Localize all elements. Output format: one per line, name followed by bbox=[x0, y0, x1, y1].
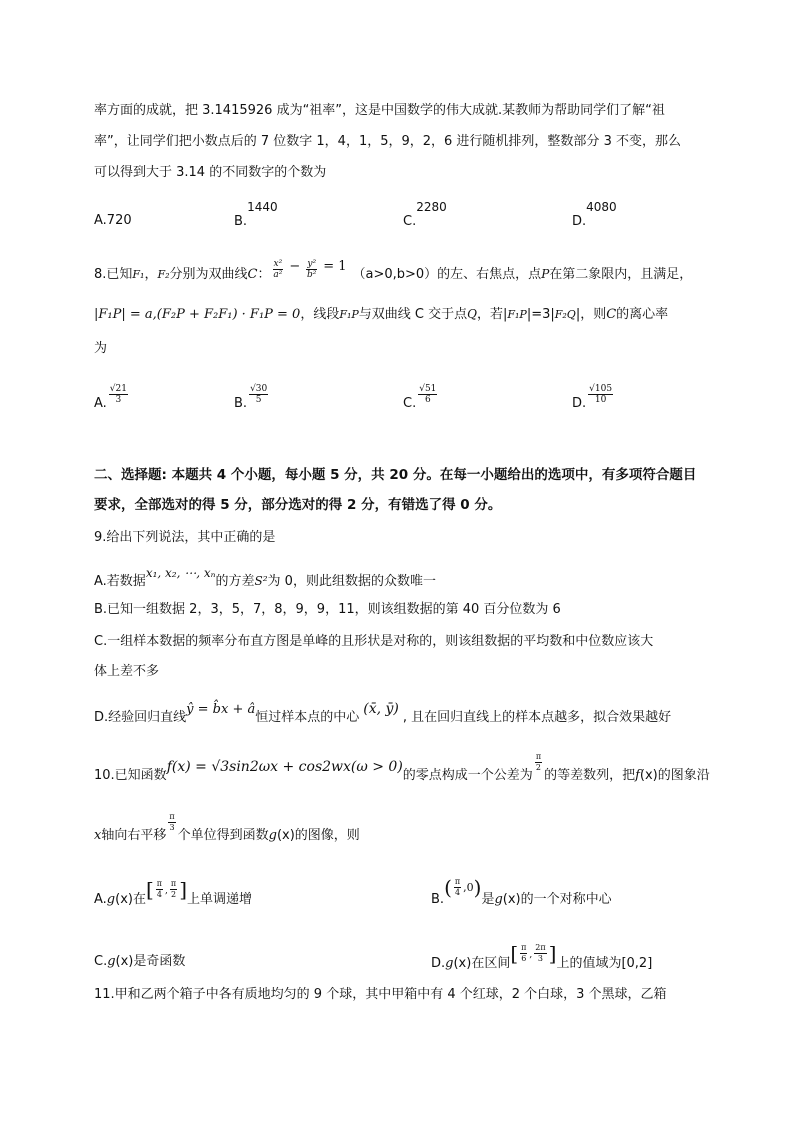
p7-line-2: 率”，让同学们把小数点后的 7 位数字 1，4，1，5，9，2，6 进行随机排列，整数部分 3 不变，那么 bbox=[94, 134, 681, 149]
p8-condition-math: |F₁P| = a,(F₂P + F₂F₁) · F₁P = 0 bbox=[94, 307, 301, 322]
p9-option-b: B.已知一组数据 2，3，5，7，8，9，9，11，则该组数据的第 40 百分位数为 6 bbox=[94, 602, 561, 617]
p8-eq-y-frac: $\frac{\text{y²}}{\text{b²}}$ bbox=[307, 259, 317, 280]
p7-line-1: 率方面的成就，把 3.1415926 成为“祖率”，这是中国数学的伟大成就.某教师为帮助同学们了解“祖 bbox=[94, 103, 665, 118]
p8-line-3: 为 bbox=[94, 341, 108, 356]
p8-option-d-frac: $\frac{√105}{10}$ bbox=[589, 384, 613, 405]
p11-line-1: 11.甲和乙两个箱子中各有质地均匀的 9 个球，其中甲箱中有 4 个红球，2 个白球，3 个黑球，乙箱 bbox=[94, 987, 667, 1002]
p9-regression-math: ŷ = b̂x + â bbox=[186, 702, 256, 717]
p8-option-d: D. $\frac{√105}{10}$ bbox=[572, 384, 613, 411]
p9-sample-center-math: (x̄, ȳ) bbox=[363, 701, 399, 717]
p8-line-2: |F₁P| = a,(F₂P + F₂F₁) · F₁P = 0，线段F₁P与双曲线 C 交于点Q，若|F₁P|=3|F₂Q|，则C的离心率 bbox=[94, 307, 669, 322]
p10-line-2: x轴向右平移 $\frac{\pi}{3}$ 个单位得到函数g(x)的图像，则 bbox=[94, 812, 360, 843]
p7-option-c-value: 2280 bbox=[416, 200, 447, 214]
p10-option-b: B.( $\frac{\pi}{4}$ ,0)是g(x)的一个对称中心 bbox=[431, 875, 612, 907]
p10-function-math: f(x) = √3sin2ωx + cos2wx(ω > 0) bbox=[166, 759, 403, 775]
p9-option-a: A.若数据x₁, x₂, ⋯, xₙ的方差S²为 0，则此组数据的众数唯一 bbox=[94, 566, 436, 589]
p7-option-b: B.1440 bbox=[234, 200, 278, 229]
p8-option-a: A. $\frac{√21}{3}$ bbox=[94, 384, 127, 411]
p10-option-d: D.g(x)在区间[ $\frac{\pi}{6}$ , $\frac{2\pi}{3}$ ]上的值域为[0,2] bbox=[431, 941, 653, 971]
p8-option-a-frac: $\frac{√21}{3}$ bbox=[109, 384, 127, 405]
p8-option-b-frac: $\frac{√30}{5}$ bbox=[250, 384, 268, 405]
section-2-title-line-2: 要求，全部选对的得 5 分，部分选对的得 2 分，有错选了得 0 分。 bbox=[94, 497, 502, 513]
p10-pi-over-2: $\frac{\pi}{2}$ bbox=[535, 752, 542, 772]
p8-line-1: 8.已知F₁，F₂分别为双曲线C： $\frac{\text{x²}}{\text{a²}}$ − $\frac{\text{y²}}{\text{b²}}$ = 1（a>0,b>0）的左、右焦点，点P在第二象限内，且满足， bbox=[94, 259, 693, 282]
p9-option-d: D.经验回归直线ŷ = b̂x + â恒过样本点的中心(x̄, ȳ), 且在回归直线上的样本点越多，拟合效果越好 bbox=[94, 701, 672, 725]
p7-line-3: 可以得到大于 3.14 的不同数字的个数为 bbox=[94, 165, 327, 180]
p8-eq-x-frac: $\frac{\text{x²}}{\text{a²}}$ bbox=[273, 259, 283, 280]
p10-option-a: A.g(x)在[ $\frac{\pi}{4}$ , $\frac{\pi}{2}$ ]上单调递增 bbox=[94, 877, 253, 907]
p10-option-c: C.g(x)是奇函数 bbox=[94, 954, 186, 969]
p7-option-b-value: 1440 bbox=[247, 200, 278, 214]
p10-pi-over-3: $\frac{\pi}{3}$ bbox=[169, 812, 175, 832]
p9-option-c-line-2: 体上差不多 bbox=[94, 664, 160, 679]
p7-option-d-value: 4080 bbox=[586, 200, 617, 214]
p9-option-c-line-1: C.一组样本数据的频率分布直方图是单峰的且形状是对称的，则该组数据的平均数和中位数应该大 bbox=[94, 634, 654, 649]
p7-option-c: C.2280 bbox=[403, 200, 447, 229]
p8-option-c: C. $\frac{√51}{6}$ bbox=[403, 384, 437, 411]
p10-line-1: 10.已知函数f(x) = √3sin2ωx + cos2wx(ω > 0)的零点构成一个公差为 $\frac{\pi}{2}$ 的等差数列，把f(x)的图象沿 bbox=[94, 752, 710, 783]
section-2-title-line-1: 二、选择题: 本题共 4 个小题，每小题 5 分，共 20 分。在每一小题给出的选项中，有多项符合题目 bbox=[94, 467, 697, 483]
p8-option-b: B. $\frac{√30}{5}$ bbox=[234, 384, 268, 411]
p7-option-a: A.720 bbox=[94, 213, 132, 228]
p9-data-math: x₁, x₂, ⋯, xₙ bbox=[145, 566, 216, 580]
p9-stem: 9.给出下列说法，其中正确的是 bbox=[94, 530, 276, 545]
p7-option-d: D.4080 bbox=[572, 200, 617, 229]
p8-option-c-frac: $\frac{√51}{6}$ bbox=[419, 384, 437, 405]
